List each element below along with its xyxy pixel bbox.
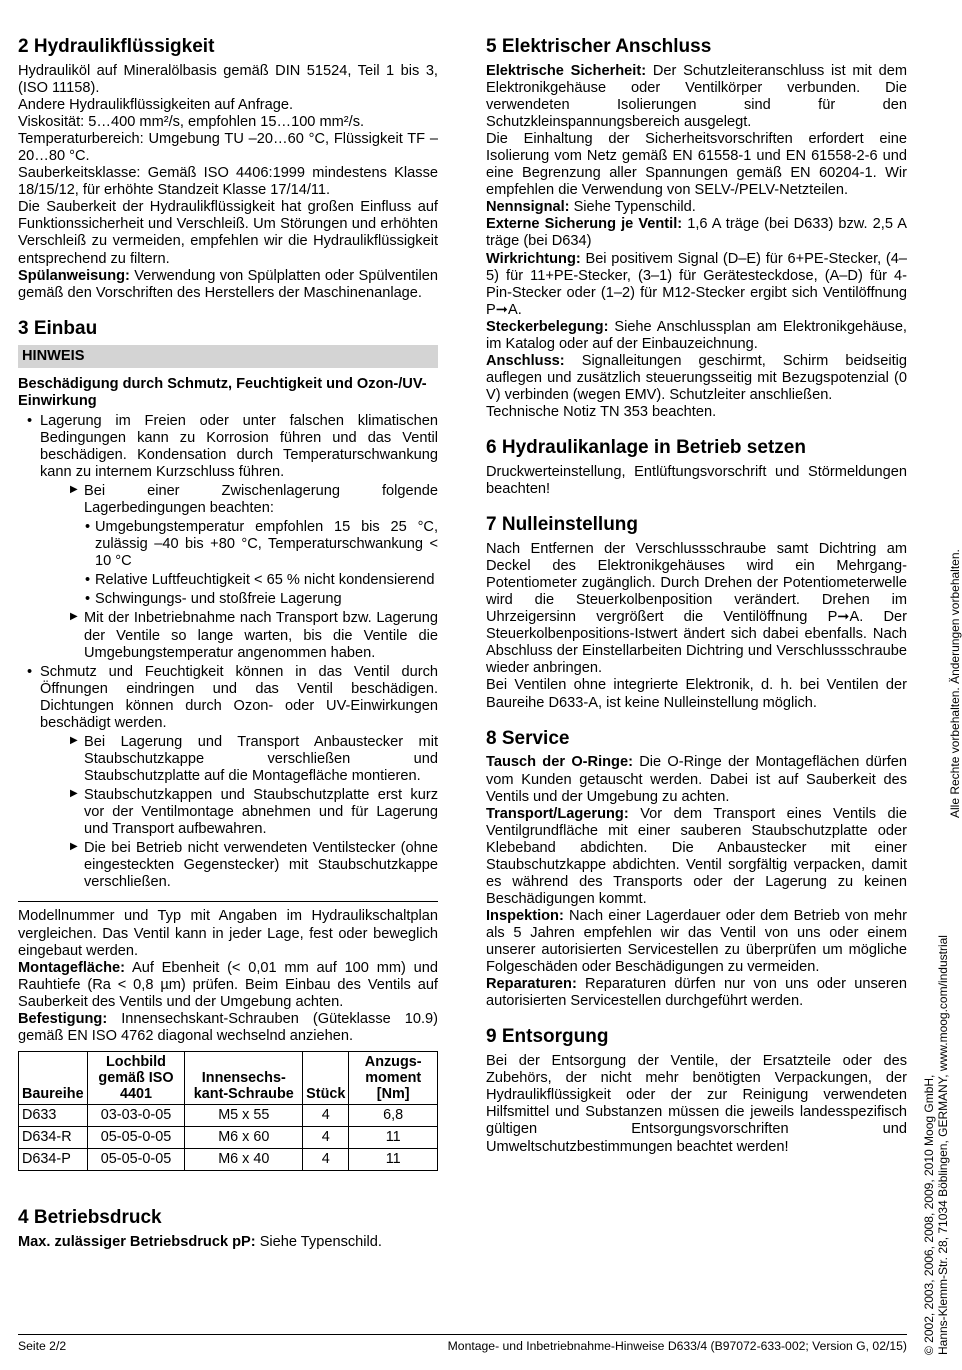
- paragraph: [486, 63, 907, 131]
- label: Elektrische Sicherheit:: [486, 62, 647, 79]
- section-title: 5 Elektrischer Anschluss: [486, 36, 712, 57]
- table-cell: 05-05-0-05: [87, 1149, 185, 1171]
- arrow-right-icon: ▶: [70, 484, 78, 495]
- section-hydraulic-fluid: [18, 36, 438, 302]
- list-item: [84, 519, 438, 570]
- list-text: Schwingungs- und stoßfreie Lagerung: [95, 591, 342, 608]
- paragraph: Nach Entfernen der Verschlussschraube samt Dichtring am Deckel des Elektronikgehäuses wird ein Mehrgang-Potentiometer zugänglich. Durch Drehen der Potentiometerwelle wird die Steuerkolbenposition verändert. Drehen im Uhrzeigersinn vergrößert die Ventilöffnung P➞A. Der Steuerkolbenpositions-Istwert ändert sich dabei ebenfalls. Nach Abschluss der Einstellarbeiten Dichtring und Verschlussschraube wieder anbringen.: [486, 540, 907, 677]
- action-item: [62, 734, 438, 785]
- label: Anschluss:: [486, 352, 565, 369]
- paragraph: [18, 268, 438, 302]
- list-text: Umgebungstemperatur empfohlen 15 bis 25 °C, zulässig –40 bis +80 °C, Temperaturschwankung < 10 °C: [95, 519, 438, 570]
- column-header: Stück: [303, 1051, 349, 1104]
- label: Befestigung:: [18, 1010, 108, 1027]
- action-item: [62, 610, 438, 661]
- action-item: [62, 840, 438, 891]
- action-text: Bei einer Zwischenlagerung folgende Lagerbedingungen beachten:: [84, 483, 438, 517]
- notice-title: Beschädigung durch Schmutz, Feuchtigkeit und Ozon-/UV-Einwirkung: [18, 375, 427, 409]
- arrow-right-icon: ▶: [70, 611, 78, 623]
- paragraph: [486, 908, 907, 976]
- table-header-row: [19, 1051, 438, 1104]
- list-text: Relative Luftfeuchtigkeit < 65 % nicht kondensierend: [95, 572, 435, 589]
- label: Spülanweisung:: [18, 267, 130, 284]
- label: Tausch der O-Ringe:: [486, 754, 633, 771]
- footer-divider: [18, 1334, 907, 1335]
- copyright-line: © 2002, 2003, 2006, 2008, 2009, 2010 Moog GmbH,: [922, 1074, 936, 1355]
- action-list: [40, 483, 438, 662]
- column-header: Anzugs-moment [Nm]: [349, 1051, 438, 1104]
- action-item: [62, 483, 438, 608]
- paragraph: [486, 353, 907, 404]
- text: Siehe Typenschild.: [255, 1233, 382, 1250]
- label: Wirkrichtung:: [486, 250, 581, 267]
- page-number: Seite 2/2: [18, 1339, 67, 1353]
- text: 1,6 A träge (bei D633) bzw. 2,5 A träge (bei D634): [486, 216, 907, 250]
- paragraph: [18, 1011, 438, 1045]
- table-cell: M5 x 55: [185, 1105, 303, 1127]
- paragraph: Die Einhaltung der Sicherheitsvorschriften erfordert eine Isolierung vom Netz gemäß EN 61558-1 und EN 61558-2-6 und eine Begrenzung aller Spannungen gemäß EN 60204-1. Wir empfehlen die Verwendung von SELV-/PELV-Netzteilen.: [486, 131, 907, 199]
- table-cell: D634-P: [19, 1149, 88, 1171]
- section-operating-pressure: [18, 1207, 438, 1251]
- section-commissioning: [486, 437, 907, 498]
- label: Steckerbelegung:: [486, 318, 609, 335]
- list-item: [84, 572, 438, 589]
- action-item: [62, 787, 438, 838]
- list-text: Schmutz und Feuchtigkeit können in das Ventil durch Öffnungen eindringen und das Ventil beschädigen. Dichtungen können durch Ozon- oder UV-Einwirkungen beschädigt werden.: [40, 663, 438, 731]
- table-cell: 4: [303, 1149, 349, 1171]
- bullet-icon: •: [85, 572, 91, 589]
- section-installation: [18, 318, 438, 1171]
- action-text: Mit der Inbetriebnahme nach Transport bzw. Lagerung der Ventile so lange warten, bis die Ventile die Umgebungstemperatur angenommen haben.: [84, 610, 438, 661]
- text: Siehe Anschlussplan am Elektronikgehäuse, im Katalog oder auf der Einbauzeichnung.: [486, 318, 907, 352]
- paragraph: Temperaturbereich: Umgebung TU –20…60 °C, Flüssigkeit TF –20…80 °C.: [18, 131, 438, 165]
- section-title: 2 Hydraulikflüssigkeit: [18, 36, 215, 57]
- bullet-icon: •: [85, 591, 91, 608]
- text: Verwendung von Spülplatten oder Spülventilen gemäß den Vorschriften des Herstellers der Maschinenanlage.: [18, 267, 438, 301]
- paragraph: [486, 976, 907, 1010]
- section-title: 8 Service: [486, 727, 570, 749]
- table-cell: 11: [349, 1127, 438, 1149]
- text: Der Schutzleiteranschluss ist mit dem Elektronikgehäuse oder Ventilkörper verbunden. Die verwendeten Isolierungen sind für den Schutzkleinspannungsbereich ausgelegt.: [486, 62, 907, 131]
- bullet-icon: •: [85, 519, 91, 536]
- notice-end-divider: [18, 901, 438, 902]
- address-line: Hanns-Klemm-Str. 28, 71034 Böblingen, GERMANY, www.moog.com/industrial: [936, 935, 950, 1355]
- left-column: [18, 36, 438, 1267]
- column-header: Baureihe: [19, 1051, 88, 1104]
- column-header: Lochbild gemäß ISO 4401: [87, 1051, 185, 1104]
- text: Innensechskant-Schrauben (Güteklasse 10.9) gemäß EN ISO 4762 diagonal wechselnd anziehen.: [18, 1010, 438, 1044]
- list-item: [84, 591, 438, 608]
- action-text: Die bei Betrieb nicht verwendeten Ventilstecker (ohne eingesteckten Gegenstecker) mit Staubschutzkappe verschließen.: [84, 840, 438, 891]
- paragraph: [486, 754, 907, 805]
- paragraph: [486, 199, 907, 216]
- notice-list: [18, 413, 438, 892]
- section-title: 4 Betriebsdruck: [18, 1206, 162, 1228]
- paragraph: [486, 319, 907, 353]
- text: Signalleitungen geschirmt, Schirm beidseitig auflegen und zusätzlich steuerungsseitig mit Bezugspotenzial (0 V) verbinden (wegen EMV). Schutzleiter anschließen.: [486, 352, 907, 404]
- paragraph: Modellnummer und Typ mit Angaben im Hydraulikschaltplan vergleichen. Das Ventil kann in jeder Lage, fest oder beweglich eingebaut werden.: [18, 908, 438, 959]
- action-list: [40, 734, 438, 892]
- action-text: Staubschutzkappen und Staubschutzplatte erst kurz vor der Ventilmontage abnehmen und für Lagerung und Transport aufbewahren.: [84, 787, 438, 838]
- paragraph: [486, 216, 907, 250]
- section-title: 9 Entsorgung: [486, 1026, 609, 1048]
- section-title: 3 Einbau: [18, 317, 98, 339]
- document-reference: Montage- und Inbetriebnahme-Hinweise D633/4 (B97072-633-002; Version G, 02/15): [447, 1339, 907, 1353]
- arrow-right-icon: ▶: [70, 788, 78, 800]
- paragraph: Viskosität: 5…400 mm²/s, empfohlen 15…100 mm²/s.: [18, 114, 365, 131]
- rights-notice: Alle Rechte vorbehalten. Änderungen vorbehalten.: [948, 549, 962, 818]
- bolt-table: [18, 1051, 438, 1171]
- section-title: 6 Hydraulikanlage in Betrieb setzen: [486, 437, 806, 459]
- column-header: Innensechs-kant-Schraube: [185, 1051, 303, 1104]
- paragraph: [18, 1234, 438, 1251]
- label: Externe Sicherung je Ventil:: [486, 216, 683, 233]
- section-disposal: [486, 1026, 907, 1155]
- text: Reparaturen dürfen nur von uns oder unseren autorisierten Servicestellen durchgeführt werden.: [486, 976, 907, 1010]
- action-text: Bei Lagerung und Transport Anbaustecker mit Staubschutzkappe verschließen und Staubschutzplatte auf die Montagefläche montieren.: [84, 733, 438, 784]
- label: Transport/Lagerung:: [486, 805, 629, 822]
- notice-label: HINWEIS: [18, 345, 438, 368]
- text: Die O-Ringe der Montageflächen dürfen vom Kunden getauscht werden. Dabei ist auf Sauberkeit des Ventils und der Umgebung zu achten.: [486, 754, 907, 805]
- paragraph: Druckwerteinstellung, Entlüftungsvorschrift und Störmeldungen beachten!: [486, 464, 907, 498]
- table-cell: 05-05-0-05: [87, 1127, 185, 1149]
- table-cell: D634-R: [19, 1127, 88, 1149]
- text: Vor dem Transport eines Ventils die Ventilgrundfläche mit einer sauberen Staubschutzplatte oder Klebeband abdichten. Die Anbaustecker mit einer Staubschutzkappe abdichten. Ventil sorgfältig verpacken, damit es während des Transports oder der Lagerung zu keinen Beschädigungen kommt.: [486, 805, 907, 907]
- table-cell: M6 x 40: [185, 1149, 303, 1171]
- paragraph: [486, 251, 907, 319]
- table-row: [19, 1149, 438, 1171]
- table-row: [19, 1127, 438, 1149]
- bullet-icon: •: [27, 663, 33, 680]
- bullet-icon: •: [27, 412, 33, 429]
- table-cell: 11: [349, 1149, 438, 1171]
- arrow-right-icon: ▶: [70, 841, 78, 853]
- arrow-right-icon: ▶: [70, 734, 78, 746]
- paragraph: Bei der Entsorgung der Ventile, der Ersatzteile oder des Zubehörs, der nicht mehr benötigten Verpackungen, der Hydraulikflüssigkeit oder der zur Reinigung verwendeten Hilfsmittel und Substanzen müssen die jeweils landesspezifisch gültigen Entsorgungsvorschriften und Umweltschutzbestimmungen beachtet werden!: [486, 1053, 907, 1155]
- paragraph: Sauberkeitsklasse: Gemäß ISO 4406:1999 mindestens Klasse 18/15/12, für erhöhte Standzeit Klasse 17/14/11.: [18, 165, 438, 199]
- text: Nach einer Lagerdauer oder dem Betrieb von mehr als 5 Jahren empfehlen wir das Ventil von uns oder einem unserer autorisierten Servicestellen zu überprüfen um mögliche Folgeschäden oder Beschädigungen zu vermeiden.: [486, 908, 907, 976]
- label: Reparaturen:: [486, 976, 577, 993]
- table-cell: M6 x 60: [185, 1127, 303, 1149]
- text: Bei positivem Signal (D–E) für 6+PE-Stecker, (4–5) für 11+PE-Stecker, (3–1) für Gerätesteckdose, (A–D) für 4-Pin-Stecker oder (1–2) für M12-Stecker ergibt sich Ventilöffnung P➞A.: [486, 250, 907, 318]
- section-title: 7 Nulleinstellung: [486, 514, 639, 536]
- paragraph: [486, 806, 907, 908]
- table-cell: D633: [19, 1105, 88, 1127]
- text: Siehe Typenschild.: [569, 199, 696, 216]
- list-item: [18, 413, 438, 662]
- list-text: Lagerung im Freien oder unter falschen klimatischen Bedingungen kann zu Korrosion führen und das Ventil beschädigen. Kondensation durch Temperaturschwankung kann zu internem Kurzschluss führen.: [40, 412, 438, 480]
- section-service: [486, 728, 907, 1011]
- label: Max. zulässiger Betriebsdruck pP:: [18, 1233, 256, 1250]
- label: Montagefläche:: [18, 959, 126, 976]
- paragraph: Bei Ventilen ohne integrierte Elektronik, d. h. bei Ventilen der Baureihe D633-A, ist keine Nulleinstellung möglich.: [486, 677, 907, 711]
- paragraph: Technische Notiz TN 353 beachten.: [486, 404, 717, 421]
- condition-list: [84, 519, 438, 608]
- table-row: [19, 1105, 438, 1127]
- paragraph: Hydrauliköl auf Mineralölbasis gemäß DIN 51524, Teil 1 bis 3, (ISO 11158).: [18, 62, 438, 96]
- section-null-adjustment: [486, 514, 907, 711]
- list-item: [18, 664, 438, 892]
- label: Inspektion:: [486, 908, 564, 924]
- table-cell: 4: [303, 1127, 349, 1149]
- text: Auf Ebenheit (< 0,01 mm auf 100 mm) und Rauhtiefe (Ra < 0,8 µm) prüfen. Beim Einbau des Ventils auf Sauberkeit des Ventils und der Umgebung achten.: [18, 959, 438, 1010]
- section-electrical-connection: [486, 36, 907, 421]
- table-cell: 6,8: [349, 1105, 438, 1127]
- paragraph: Andere Hydraulikflüssigkeiten auf Anfrage.: [18, 96, 294, 113]
- table-cell: 4: [303, 1105, 349, 1127]
- right-column: [486, 36, 907, 1172]
- label: Nennsignal:: [486, 199, 570, 216]
- paragraph: [18, 960, 438, 1011]
- paragraph: Die Sauberkeit der Hydraulikflüssigkeit hat großen Einfluss auf Funktionssicherheit und Verschleiß. Um Störungen und erhöhten Verschleiß zu vermeiden, empfehlen wir die Hydraulikflüssigkeit entsprechend zu filtern.: [18, 199, 438, 267]
- table-cell: 03-03-0-05: [87, 1105, 185, 1127]
